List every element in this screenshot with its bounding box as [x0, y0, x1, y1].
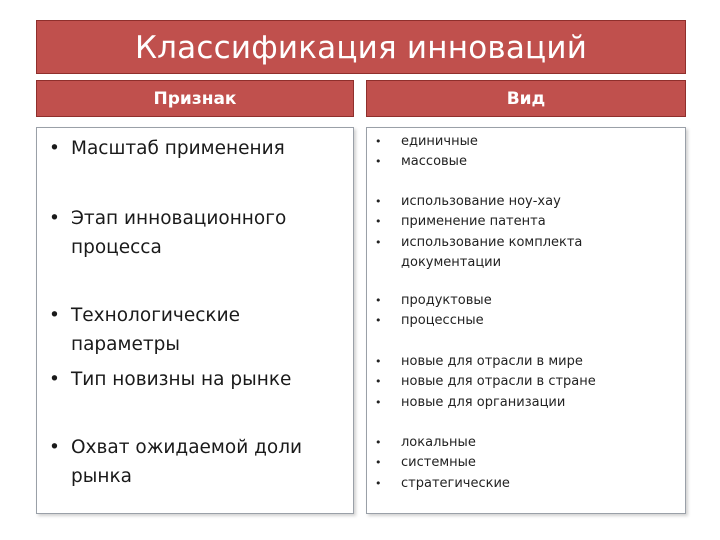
criterion-item: • Охват ожидаемой доли рынка	[49, 433, 345, 491]
criterion-item: • Масштаб применения	[49, 134, 345, 163]
type-item: • продуктовые	[367, 291, 679, 311]
type-item: • единичные	[367, 132, 679, 152]
type-item: • процессные	[367, 311, 679, 331]
type-item: • использование комплекта документации	[367, 233, 679, 274]
slide-title-bar	[36, 20, 686, 74]
header-type: Вид	[366, 80, 686, 117]
type-item: • системные	[367, 453, 679, 473]
type-group	[367, 132, 679, 173]
type-item: • новые для организации	[367, 393, 679, 413]
type-group	[367, 352, 679, 413]
type-group	[367, 192, 679, 273]
type-item: • стратегические	[367, 474, 679, 494]
type-item: • массовые	[367, 152, 679, 172]
slide-title: Классификация инноваций	[134, 30, 588, 66]
type-item: • новые для отрасли в стране	[367, 372, 679, 392]
criterion-item: • Тип новизны на рынке	[49, 365, 345, 394]
type-item: • использование ноу-хау	[367, 192, 679, 212]
criterion-item: • Технологические параметры	[49, 301, 345, 359]
header-criterion: Признак	[36, 80, 354, 117]
type-group	[367, 291, 679, 332]
type-item: • применение патента	[367, 212, 679, 232]
type-item: • новые для отрасли в мире	[367, 352, 679, 372]
type-item: • локальные	[367, 433, 679, 453]
type-group	[367, 433, 679, 494]
criterion-item: • Этап инновационного процесса	[49, 204, 345, 262]
types-panel	[366, 127, 686, 514]
criteria-panel	[36, 127, 354, 514]
